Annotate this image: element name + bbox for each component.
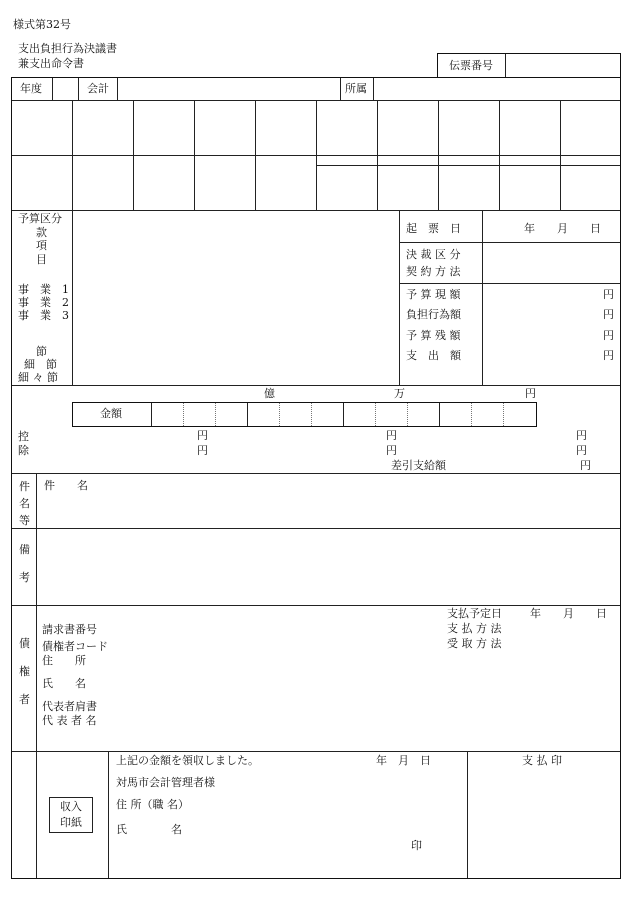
- receipt-address-label: 住 所（職 名）: [116, 798, 189, 811]
- payment-date-label: 支払予定日: [447, 607, 502, 620]
- net-payment-label: 差引支給額: [391, 459, 446, 472]
- receiving-method-label: 受 取 方 法: [447, 637, 502, 650]
- deduction-yen-1a: 円: [197, 429, 208, 442]
- form-title-line2: 兼支出命令書: [18, 57, 84, 70]
- rep-name-label: 代 表 者 名: [42, 714, 97, 727]
- deduction-yen-1b: 円: [386, 429, 397, 442]
- payment-seal-label: 支 払 印: [522, 754, 562, 767]
- subject-name-label: 件 名: [44, 479, 88, 492]
- moku-label: 目: [36, 253, 47, 266]
- kou-label: 項: [36, 239, 47, 252]
- rep-title-label: 代表者肩書: [42, 700, 97, 713]
- creditor-code-label: 債権者コード: [42, 640, 108, 653]
- project3-label: 事 業 3: [18, 309, 69, 322]
- creditor-name-label: 氏 名: [42, 677, 86, 690]
- draft-date-label: 起 票 日: [406, 222, 461, 235]
- fiscal-year-label: 年度: [20, 82, 42, 95]
- man-unit: 万: [394, 387, 405, 400]
- project1-label: 事 業 1: [18, 283, 69, 296]
- received-text: 上記の金額を領収しました。: [116, 754, 259, 767]
- amount-label: 金額: [100, 407, 122, 420]
- net-payment-yen: 円: [580, 459, 591, 472]
- expenditure-label: 支 出 額: [406, 349, 461, 362]
- en-unit: 円: [525, 387, 536, 400]
- creditor-address-label: 住 所: [42, 654, 86, 667]
- invoice-number-label: 請求書番号: [42, 623, 97, 636]
- department-label: 所属: [345, 82, 367, 95]
- receipt-date-fields: 年 月 日: [376, 754, 431, 767]
- project2-label: 事 業 2: [18, 296, 69, 309]
- subject-side-label: 件 名 等: [19, 480, 30, 527]
- draft-date-fields: 年 月 日: [524, 222, 601, 235]
- addressee: 対馬市会計管理者様: [116, 776, 215, 789]
- remarks-side-label: 備 考: [19, 543, 30, 584]
- form-title-line1: 支出負担行為決議書: [18, 42, 117, 55]
- committed-yen: 円: [603, 308, 614, 321]
- slip-number-field[interactable]: [508, 55, 618, 76]
- decision-type-label: 決 裁 区 分: [406, 248, 461, 261]
- saisetsu-label: 細 節: [24, 358, 57, 371]
- budget-category-label: 予算区分: [18, 212, 62, 225]
- receipt-name-label: 氏 名: [116, 823, 182, 836]
- contract-method-label: 契 約 方 法: [406, 265, 461, 278]
- deduction-yen-2b: 円: [386, 444, 397, 457]
- revenue-stamp-line2: 印紙: [60, 816, 82, 829]
- receipt-seal-mark: 印: [411, 839, 422, 852]
- form-number: 様式第32号: [13, 18, 71, 31]
- remaining-label: 予 算 残 額: [406, 329, 461, 342]
- kan-label: 款: [36, 226, 47, 239]
- payment-date-fields: 年 月 日: [530, 607, 607, 620]
- deduction-label: 控 除: [18, 430, 29, 457]
- remaining-yen: 円: [603, 329, 614, 342]
- expenditure-yen: 円: [603, 349, 614, 362]
- creditor-side-label: 債 権 者: [19, 637, 30, 706]
- committed-label: 負担行為額: [406, 308, 461, 321]
- account-label: 会計: [87, 82, 109, 95]
- payment-method-label: 支 払 方 法: [447, 622, 502, 635]
- current-budget-yen: 円: [603, 288, 614, 301]
- deduction-yen-1c: 円: [576, 429, 587, 442]
- slip-number-label: 伝票番号: [449, 59, 493, 72]
- saisaisetsu-label: 細 々 節: [18, 371, 58, 384]
- amount-box[interactable]: [72, 402, 537, 427]
- oku-unit: 億: [264, 387, 275, 400]
- setsu-label: 節: [36, 345, 47, 358]
- deduction-yen-2c: 円: [576, 444, 587, 457]
- revenue-stamp-line1: 収入: [60, 800, 82, 813]
- deduction-yen-2a: 円: [197, 444, 208, 457]
- current-budget-label: 予 算 現 額: [406, 288, 461, 301]
